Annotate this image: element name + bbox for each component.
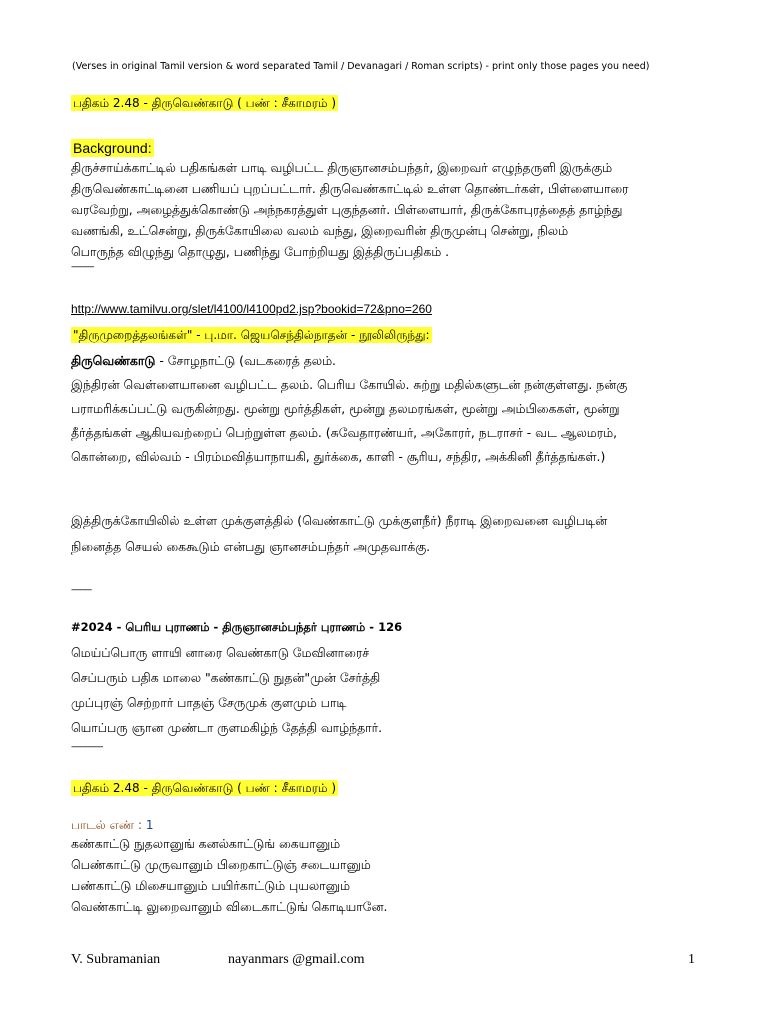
purana-title: #2024 - பெரிய புராணம் - திருஞானசம்பந்தர் புராணம் - 126 <box>71 620 403 634</box>
purana-line: மெய்ப்பொரு ளாயி னாரை வெண்காடு மேவினாரைச் <box>71 645 370 660</box>
place-line: தீர்த்தங்கள் ஆகியவற்றைப் பெற்றுள்ள தலம். (சுவேதாரண்யர், அகோரர், நடராசர் - வட ஆலமரம், <box>71 425 618 440</box>
separator-line: --------- <box>71 585 92 595</box>
source-title <box>71 328 432 344</box>
place-paragraph <box>71 350 701 467</box>
song-line: பெண்காட்டு முருவானும் பிறைகாட்டுஞ் சடையானும் <box>71 857 371 872</box>
background-line: திருவெண்காட்டினை பணியப் புறப்பட்டார். திருவெண்காட்டில் உள்ள தொண்டர்கள், பிள்ளையாரை <box>71 181 629 196</box>
print-note: (Verses in original Tamil version & word separated Tamil / Devanagari / Roman scripts) - print only those pages you need) <box>72 61 650 72</box>
pool-line: இத்திருக்கோயிலில் உள்ள முக்குளத்தில் (வெண்காட்டு முக்குளநீர்) நீராடி இறைவனை வழிபடின் <box>71 513 608 528</box>
background-line: திருச்சாய்க்காட்டில் பதிகங்கள் பாடி வழிபட்ட திருஞானசம்பந்தர், இறைவர் எழுந்தருளி இருக்கும் <box>71 160 613 175</box>
purana-line: யொப்பரு ஞான முண்டா ருளமகிழ்ந் தேத்தி வாழ்ந்தார். <box>71 720 383 735</box>
song-line: பண்காட்டு மிசையானும் பயிர்காட்டும் புயலானும் <box>71 878 351 893</box>
footer-page-number: 1 <box>688 952 695 967</box>
source-title-text: "திருமுறைத்தலங்கள்" - பு.மா. ஜெயசெந்தில்நாதன் - நூலிலிருந்து: <box>73 328 430 342</box>
padhigam-heading-repeat-text: பதிகம் 2.48 - திருவெண்காடு ( பண் : சீகாமரம் ) <box>73 781 337 795</box>
song-line: வெண்காட்டி லுறைவானும் விடைகாட்டுங் கொடியானே. <box>71 899 388 914</box>
background-paragraph <box>71 157 701 262</box>
footer-author: V. Subramanian <box>71 952 161 967</box>
song-number-label <box>71 818 153 834</box>
separator-line: ---------- <box>71 262 94 272</box>
song-label-text: பாடல் எண் : <box>71 818 146 832</box>
background-label <box>71 140 154 157</box>
background-line: பொருந்த விழுந்து தொழுது, பணிந்து போற்றியது இத்திருப்பதிகம் . <box>71 244 450 259</box>
background-line: வணங்கி, உட்சென்று, திருக்கோயிலை வலம் வந்து, இறைவரின் திருமுன்பு சென்று, நிலம் <box>71 223 569 238</box>
place-line: கொன்றை, வில்வம் - பிரம்மவித்யாநாயகி, துர்க்கை, காளி - சூரிய, சந்திர, அக்கினி தீர்த்தங்கள்.) <box>71 449 606 464</box>
place-name: திருவெண்காடு <box>71 353 156 368</box>
padhigam-heading-text: பதிகம் 2.48 - திருவெண்காடு ( பண் : சீகாமரம் ) <box>73 96 337 110</box>
purana-line: செப்பரும் பதிக மாலை "கண்காட்டு நுதன்"முன் சேர்த்தி <box>71 670 381 685</box>
place-line: இந்திரன் வெள்ளையானை வழிபட்ட தலம். பெரிய கோயில். சுற்று மதில்களுடன் நன்குள்ளது. நன்கு <box>71 377 628 392</box>
song-number: 1 <box>145 818 154 832</box>
place-name-line <box>71 350 701 371</box>
pool-line: நினைத்த செயல் கைகூடும் என்பது ஞானசம்பந்தர் அமுதவாக்கு. <box>71 539 431 554</box>
background-label-text: Background: <box>73 140 152 156</box>
padhigam-heading <box>71 96 338 112</box>
song-line: கண்காட்டு நுதலானுங் கனல்காட்டுங் கையானும் <box>71 836 341 851</box>
footer-email: nayanmars @gmail.com <box>228 952 365 967</box>
purana-line: முப்புரஞ் செற்றார் பாதஞ் சேருமுக் குளமும் பாடி <box>71 695 347 710</box>
place-line: பராமரிக்கப்பட்டு வருகின்றது. மூன்று மூர்த்திகள், மூன்று தலமரங்கள், மூன்று அம்பிகைகள், மூன்று <box>71 401 620 416</box>
background-line: வரவேற்று, அழைத்துக்கொண்டு அந்நகரத்துள் புகுந்தனர். பிள்ளையார், திருக்கோபுரத்தைத் தாழ்ந்து <box>71 202 623 217</box>
place-suffix: - சோழநாட்டு (வடகரைத் தலம். <box>155 353 336 368</box>
padhigam-heading-repeat <box>71 781 338 797</box>
tamilvu-link[interactable]: http://www.tamilvu.org/slet/l4100/l4100pd2.jsp?bookid=72&pno=260 <box>71 302 432 316</box>
pool-paragraph <box>71 508 701 560</box>
separator-line: -------------- <box>71 742 103 752</box>
